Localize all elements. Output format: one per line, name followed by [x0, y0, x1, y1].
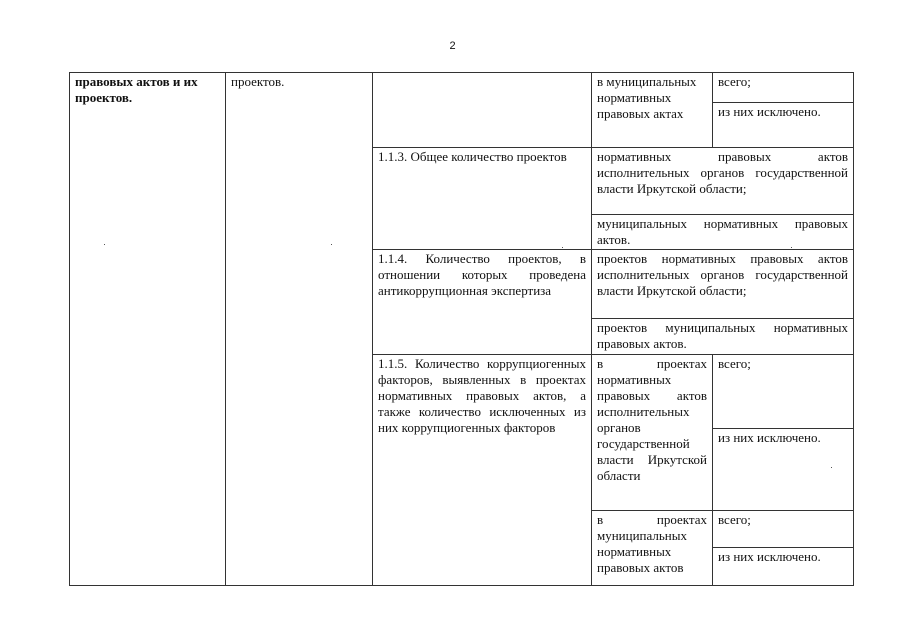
municipal-acts-subject: в муниципальных нормативных правовых актах — [592, 73, 713, 148]
excluded-cell: из них исключено. — [713, 548, 854, 586]
method-cell: проектов. — [226, 73, 373, 586]
indicator-1-1-5: 1.1.5. Количество коррупциогенных факторов, выявленных в проектах нормативных правовых актов, а также количество исключенных из них коррупциогенных факторов — [373, 354, 592, 585]
indicator-1-1-4: 1.1.4. Количество проектов, в отношении которых проведена антикоррупционная экспертиза — [373, 250, 592, 354]
total-cell: всего; — [713, 354, 854, 428]
regional-drafts-subject: в проектах нормативных правовых актов исполнительных органов государственной власти Иркутской области — [592, 354, 713, 510]
indicator-1-1-3: 1.1.3. Общее количество проектов — [373, 148, 592, 250]
excluded-cell: из них исключено. — [713, 103, 854, 148]
scan-speck — [104, 244, 105, 245]
total-cell: всего; — [713, 510, 854, 548]
document-table — [69, 72, 854, 586]
section-title-cell: правовых актов и их проектов. — [70, 73, 226, 586]
scan-speck — [831, 467, 832, 468]
indicator-cell-empty — [373, 73, 592, 148]
municipal-acts-cell: муниципальных нормативных правовых актов. — [592, 214, 854, 249]
scan-speck — [331, 244, 332, 245]
municipal-draft-acts-cell: проектов муниципальных нормативных правовых актов. — [592, 319, 854, 354]
page-number: 2 — [449, 40, 456, 52]
scan-speck — [562, 247, 563, 248]
municipal-drafts-subject: в проектах муниципальных нормативных правовых актов — [592, 510, 713, 585]
regional-draft-acts-cell: проектов нормативных правовых актов исполнительных органов государственной власти Иркутской области; — [592, 250, 854, 319]
total-cell: всего; — [713, 73, 854, 103]
scan-speck — [791, 247, 792, 248]
regional-acts-cell: нормативных правовых актов исполнительных органов государственной власти Иркутской области; — [592, 148, 854, 215]
excluded-cell: из них исключено. — [713, 428, 854, 510]
